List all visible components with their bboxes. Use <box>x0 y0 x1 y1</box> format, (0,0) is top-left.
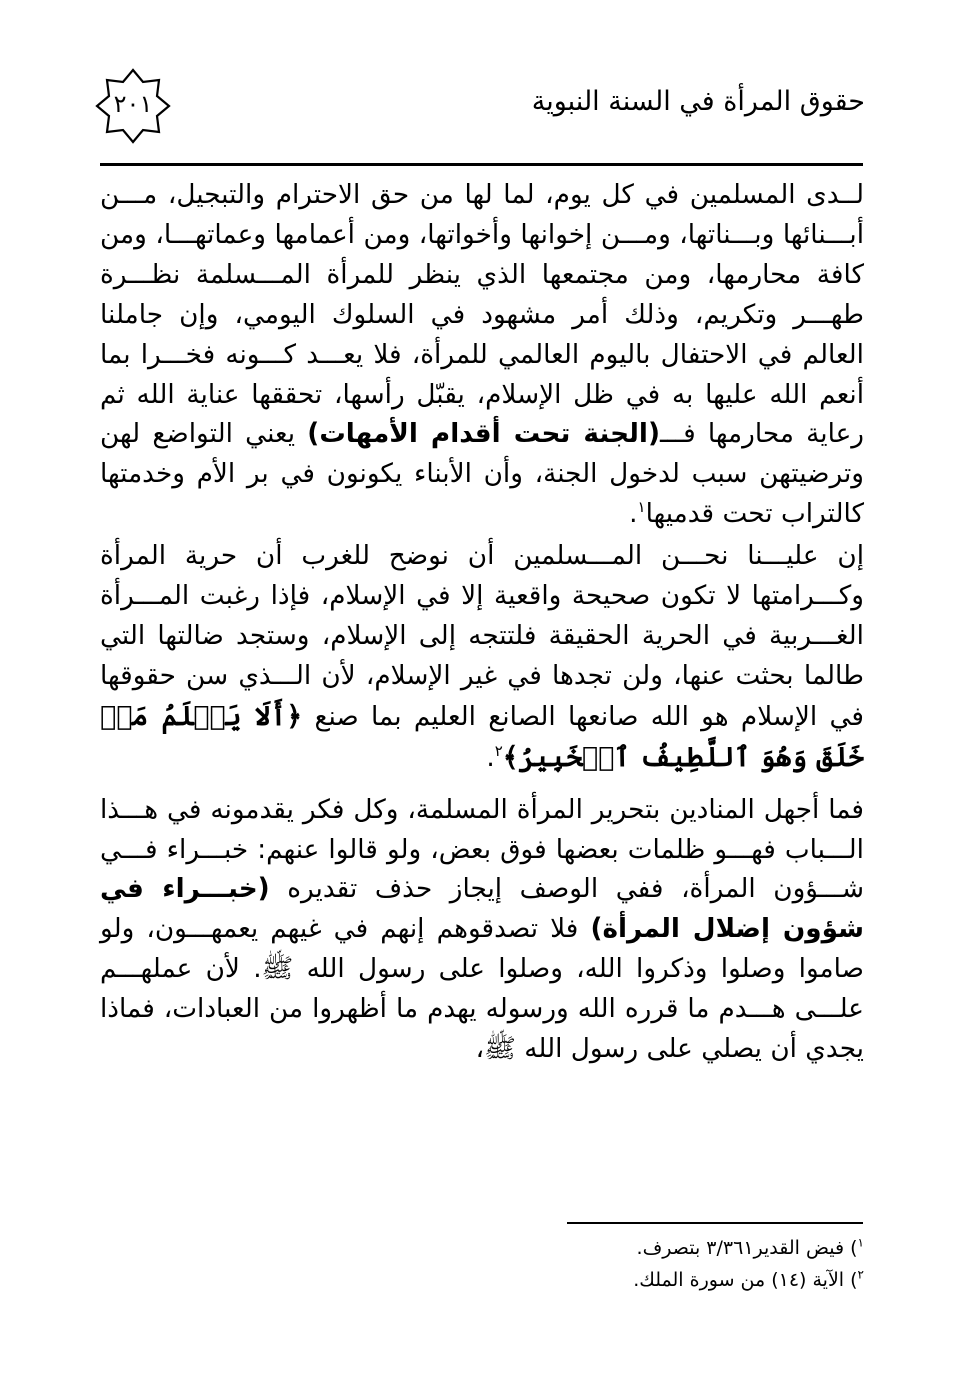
paragraph-2-text: إن عليـــنا نحـــن المـــسلمين أن نوضح للغرب أن حرية المرأة وكـــرامتها لا تكون صحيحة واقعية إلا في الإسلام، فإذا رغبت المـــرأة الغـــربية في الحرية الحقيقة فلتتجه إلى الإسلام، وستجد ضالتها التي طالما بحثت عنها، ولن تجدها في غير الإسلام، لأن الـــذي سن حقوقها في الإسلام هو الله صانعها الصانع العليم بما صنع <box>100 541 864 732</box>
quran-verse: ﴿أَلَا يَعۡلَمُ مَنۡ خَلَقَ وَهُوَ ٱللَّطِيفُ ٱلۡخَبِيرُ﴾ <box>100 700 864 773</box>
header-divider <box>100 163 863 166</box>
paragraph-2 <box>100 537 864 778</box>
footnote-1: $^١$) فيض القدير٣/٣٦١ بتصرف. <box>636 1235 864 1259</box>
footnote-text: فيض القدير٣/٣٦١ بتصرف. <box>636 1237 845 1259</box>
paragraph-1-end: . <box>629 499 638 530</box>
footnote-mark: ١ <box>857 1235 864 1250</box>
page-number: ٢٠١ <box>113 90 153 118</box>
footnote-mark: ٢ <box>857 1267 864 1282</box>
paragraph-3 <box>100 791 864 1070</box>
paragraph-1-text-b: يعني التواضع لهن وترضيتهن سبب لدخول الجنة، وأن الأبناء يكونون في بر الأم وخدمتها كالتراب تحت قدميها <box>100 419 864 530</box>
paragraph-3-text-b: فلا تصدقوهم إنهم في غيهم يعمهـــون، ولو صاموا وصلوا وذكروا الله، وصلوا على رسول الله ﷺ. لأن عملهـــم علـــى هـــدم ما قرره الله ورسوله يهدم ما أظهروا من العبادات، فماذا يجدي أن يصلي على رسول الله ﷺ، <box>100 914 864 1065</box>
footnote-ref-1: ١ <box>637 498 646 517</box>
footnote-ref-2: ٢ <box>494 741 503 760</box>
emphasis-phrase: (خبـــراء في شؤون إضلال المرأة) <box>100 874 864 945</box>
running-title: حقوق المرأة في السنة النبوية <box>531 86 865 117</box>
footnote-divider <box>567 1222 863 1224</box>
paragraph-2-end: . <box>486 742 495 773</box>
footnote-text: الآية (١٤) من سورة الملك. <box>633 1269 845 1291</box>
page-header <box>95 68 865 158</box>
paragraph-1-text-a: لــدى المسلمين في كل يوم، لما لها من حق الاحترام والتبجيل، مـــن أبـــنائها وبـــناتها، ومـــن إخوانها وأخواتها، ومن أعمامها وعماتهـــا، ومن كافة محارمها، ومن مجتمعها الذي ينظر للمرأة المـــسلمة نظـــرة طهـــر وتكريم، وذلك أمر مشهود في السلوك اليومي، وإن جاملنا العالم في الاحتفال باليوم العالمي للمرأة، فلا يعـــد كـــونه فخـــرا بما أنعم الله عليها به في ظل الإسلام، يقبّل رأسها، تحققها عناية الله ثم رعاية محارمها فـــ <box>100 180 865 450</box>
footnotes <box>500 1232 864 1296</box>
paragraph-3-text-a: فما أجهل المنادين بتحرير المرأة المسلمة، وكل فكر يقدمونه في هـــذا الـــباب فهـــو ظلمات بعضها فوق بعض، ولو قالوا عنهم: خبـــراء فـــي شـــؤون المرأة، ففي الوصف إيجاز حذف تقديره <box>100 794 864 905</box>
hadith-quote: (الجنة تحت أقدام الأمهات) <box>307 419 660 450</box>
paragraph-1 <box>100 176 864 535</box>
footnote-2: $^٢$) الآية (١٤) من سورة الملك. <box>633 1267 864 1291</box>
main-text <box>100 176 864 1070</box>
